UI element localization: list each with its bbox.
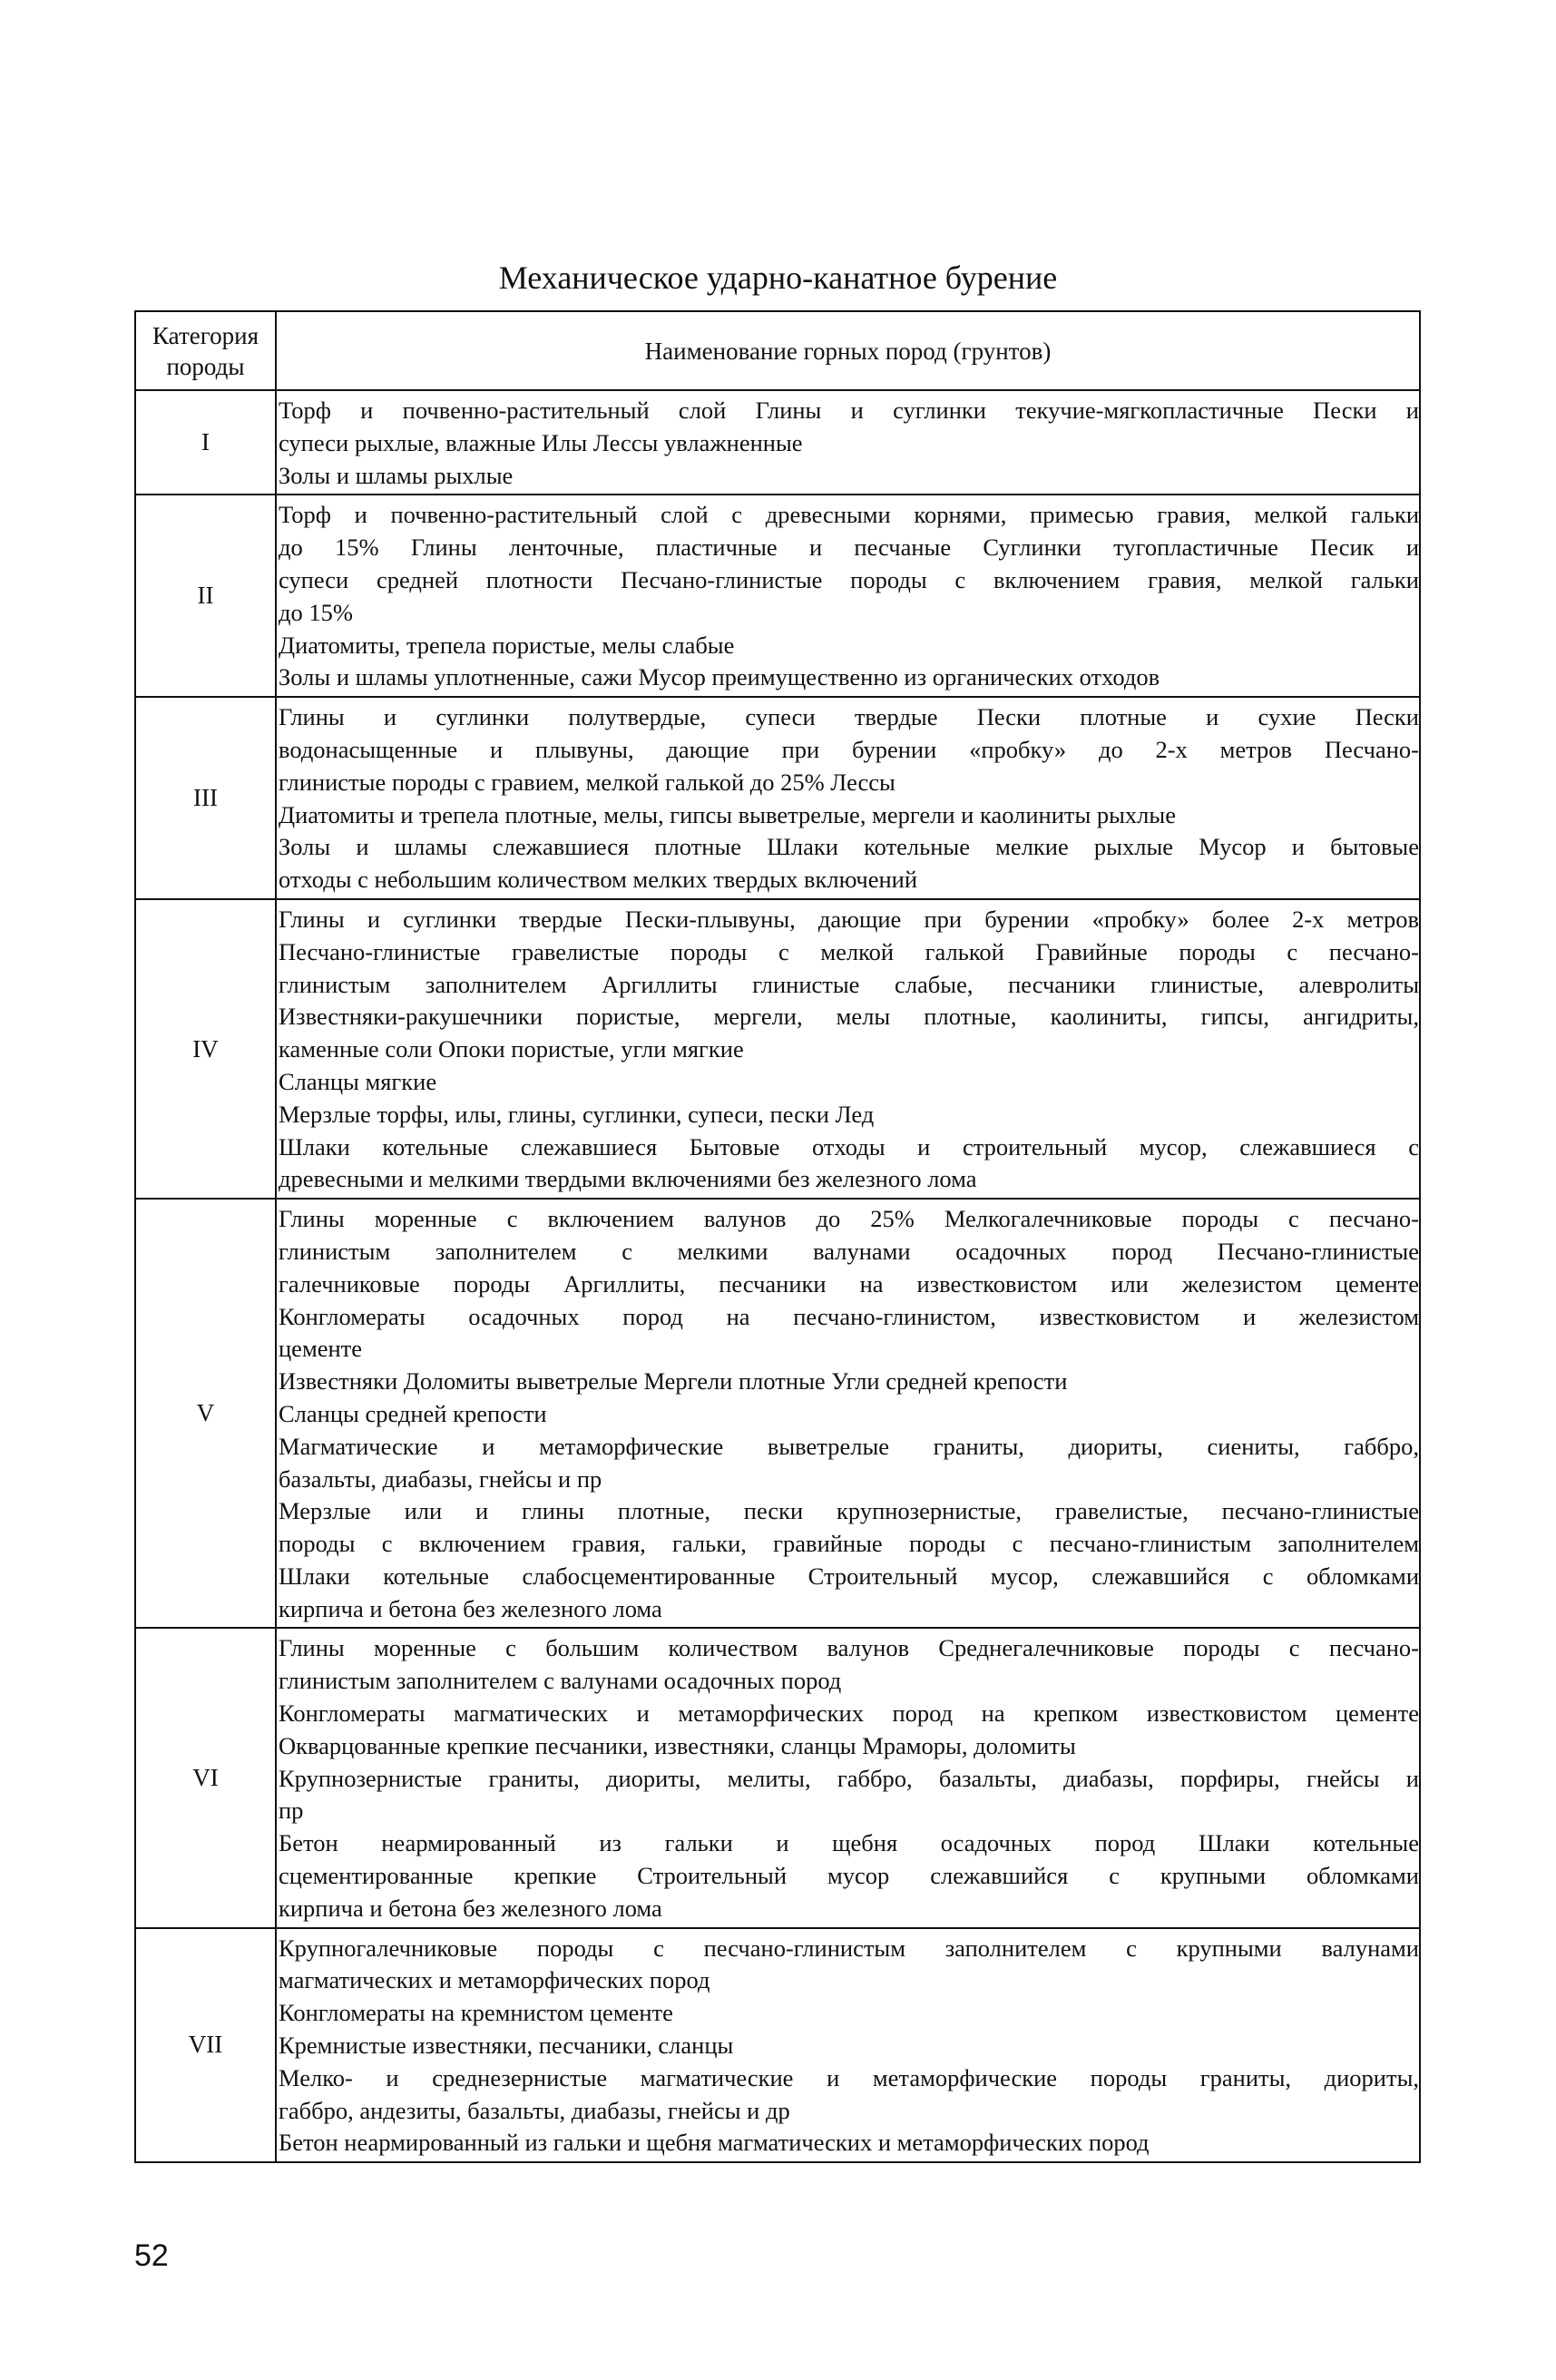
description-cell <box>276 697 1420 899</box>
description-line: отходы с небольшим количеством мелких твердых включений <box>279 866 918 894</box>
header-description-cell: Наименование горных пород (грунтов) <box>276 311 1420 390</box>
description-line: габбро, андезиты, базальты, диабазы, гнейсы и др <box>279 2096 790 2124</box>
header-category-line: породы <box>166 352 245 380</box>
description-line: кирпича и бетона без железного лома <box>279 1594 662 1622</box>
description-line: Золы и шламы рыхлые <box>279 461 514 489</box>
description-line: до 15% Глины ленточные, пластичные и песчаные Суглинки тугопластичные Песик и <box>279 534 1419 562</box>
header-category-line: Категория <box>152 321 259 349</box>
description-line: супеси средней плотности Песчано-глинистые породы с включением гравия, мелкой гальки <box>279 565 1419 593</box>
description-line: Золы и шламы уплотненные, сажи Мусор преимущественно из органических отходов <box>279 663 1160 691</box>
description-line: Сланцы средней крепости <box>279 1399 547 1427</box>
description-line: Окварцованные крепкие песчаники, известняки, сланцы Мраморы, доломиты <box>279 1731 1076 1759</box>
description-line: сцементированные крепкие Строительный мусор слежавшийся с крупными обломками <box>279 1862 1419 1890</box>
description-line: Конгломераты на кремнистом цементе <box>279 1999 673 2027</box>
description-line: Конгломераты осадочных пород на песчано-глинистом, известковистом и железистом <box>279 1302 1419 1330</box>
description-line: глинистым заполнителем с мелкими валунами осадочных пород Песчано-глинистые <box>279 1237 1419 1265</box>
description-line: до 15% <box>279 598 353 626</box>
description-line: Кремнистые известняки, песчаники, сланцы <box>279 2032 734 2060</box>
description-line: Мерзлые торфы, илы, глины, суглинки, супеси, пески Лед <box>279 1100 875 1128</box>
description-line: глинистым заполнителем Аргиллиты глинистые слабые, песчаники глинистые, алевролиты <box>279 970 1419 998</box>
description-line: породы с включением гравия, гальки, гравийные породы с песчано-глинистым заполнителем <box>279 1530 1419 1558</box>
description-line: галечниковые породы Аргиллиты, песчаники на известковистом или железистом цементе <box>279 1269 1419 1298</box>
description-line: Песчано-глинистые гравелистые породы с мелкой галькой Гравийные породы с песчано- <box>279 937 1419 965</box>
description-line: Бетон неармированный из гальки и щебня осадочных пород Шлаки котельные <box>279 1829 1419 1857</box>
description-line: супеси рыхлые, влажные Илы Лессы увлажненные <box>279 428 803 456</box>
description-line: Диатомиты и трепела плотные, мелы, гипсы выветрелые, мергели и каолиниты рыхлые <box>279 800 1176 828</box>
description-line: водонасыщенные и плывуны, дающие при бурении «пробку» до 2-х метров Песчано- <box>279 735 1419 763</box>
description-line: Торф и почвенно-растительный слой с древесными корнями, примесью гравия, мелкой гальки <box>279 501 1419 529</box>
description-line: Сланцы мягкие <box>279 1067 437 1095</box>
description-line: Диатомиты, трепела пористые, мелы слабые <box>279 631 735 659</box>
description-line: глинистым заполнителем с валунами осадочных пород <box>279 1667 842 1695</box>
table-header-row <box>135 311 1420 390</box>
description-line: древесными и мелкими твердыми включениями без железного лома <box>279 1165 977 1193</box>
description-cell <box>276 1199 1420 1628</box>
description-line: пр <box>279 1797 304 1825</box>
description-line: Известняки-ракушечники пористые, мергели, мелы плотные, каолиниты, гипсы, ангидриты, <box>279 1003 1419 1031</box>
description-line: кирпича и бетона без железного лома <box>279 1894 662 1922</box>
table-row <box>135 390 1420 495</box>
description-line: базальты, диабазы, гнейсы и пр <box>279 1464 602 1493</box>
category-cell: III <box>135 697 276 899</box>
rock-category-table <box>134 310 1421 2163</box>
page-title: Механическое ударно-канатное бурение <box>498 260 1058 296</box>
page-number: 52 <box>134 2238 169 2273</box>
description-line: Шлаки котельные слежавшиеся Бытовые отходы и строительный мусор, слежавшиеся с <box>279 1132 1419 1161</box>
category-cell: VII <box>135 1928 276 2163</box>
description-line: Глины и суглинки полутвердые, супеси твердые Пески плотные и сухие Пески <box>279 703 1419 731</box>
table-row <box>135 1928 1420 2163</box>
description-line: Известняки Доломиты выветрелые Мергели плотные Угли средней крепости <box>279 1367 1068 1396</box>
category-cell: II <box>135 495 276 697</box>
table-row <box>135 899 1420 1199</box>
table-row <box>135 495 1420 697</box>
table-row <box>135 1199 1420 1628</box>
description-line: Торф и почвенно-растительный слой Глины и суглинки текучие-мягкопластичные Пески и <box>279 397 1419 424</box>
description-line: Крупногалечниковые породы с песчано-глинистым заполнителем с крупными валунами <box>279 1934 1419 1962</box>
description-line: Бетон неармированный из гальки и щебня магматических и метаморфических пород <box>279 2129 1150 2157</box>
description-line: Крупнозернистые граниты, диориты, мелиты, габбро, базальты, диабазы, порфиры, гнейсы и <box>279 1764 1419 1792</box>
description-line: Глины моренные с большим количеством валунов Среднегалечниковые породы с песчано- <box>279 1634 1419 1662</box>
description-cell <box>276 899 1420 1199</box>
description-line: Конгломераты магматических и метаморфических пород на крепком известковистом цементе <box>279 1699 1419 1728</box>
description-cell <box>276 1628 1420 1927</box>
description-line: Шлаки котельные слабосцементированные Строительный мусор, слежавшийся с обломками <box>279 1562 1419 1590</box>
description-line: магматических и метаморфических пород <box>279 1966 710 1994</box>
description-line: Магматические и метаморфические выветрелые граниты, диориты, сиениты, габбро, <box>279 1432 1419 1460</box>
table-row <box>135 1628 1420 1927</box>
description-line: глинистые породы с гравием, мелкой галькой до 25% Лессы <box>279 768 895 796</box>
description-line: Глины и суглинки твердые Пески-плывуны, дающие при бурении «пробку» более 2-х метров <box>279 905 1419 933</box>
description-cell <box>276 390 1420 495</box>
description-line: Мелко- и среднезернистые магматические и метаморфические породы граниты, диориты, <box>279 2063 1419 2091</box>
category-cell: IV <box>135 899 276 1199</box>
description-line: Глины моренные с включением валунов до 25% Мелкогалечниковые породы с песчано- <box>279 1205 1419 1233</box>
description-line: Золы и шламы слежавшиеся плотные Шлаки котельные мелкие рыхлые Мусор и бытовые <box>279 833 1419 861</box>
description-cell <box>276 495 1420 697</box>
description-line: каменные соли Опоки пористые, угли мягкие <box>279 1035 744 1063</box>
description-line: Мерзлые или и глины плотные, пески крупнозернистые, гравелистые, песчано-глинистые <box>279 1497 1419 1525</box>
category-cell: VI <box>135 1628 276 1927</box>
table-row <box>135 697 1420 899</box>
header-category-cell <box>135 311 276 390</box>
description-cell <box>276 1928 1420 2163</box>
description-line: цементе <box>279 1335 362 1363</box>
category-cell: V <box>135 1199 276 1628</box>
category-cell: I <box>135 390 276 495</box>
